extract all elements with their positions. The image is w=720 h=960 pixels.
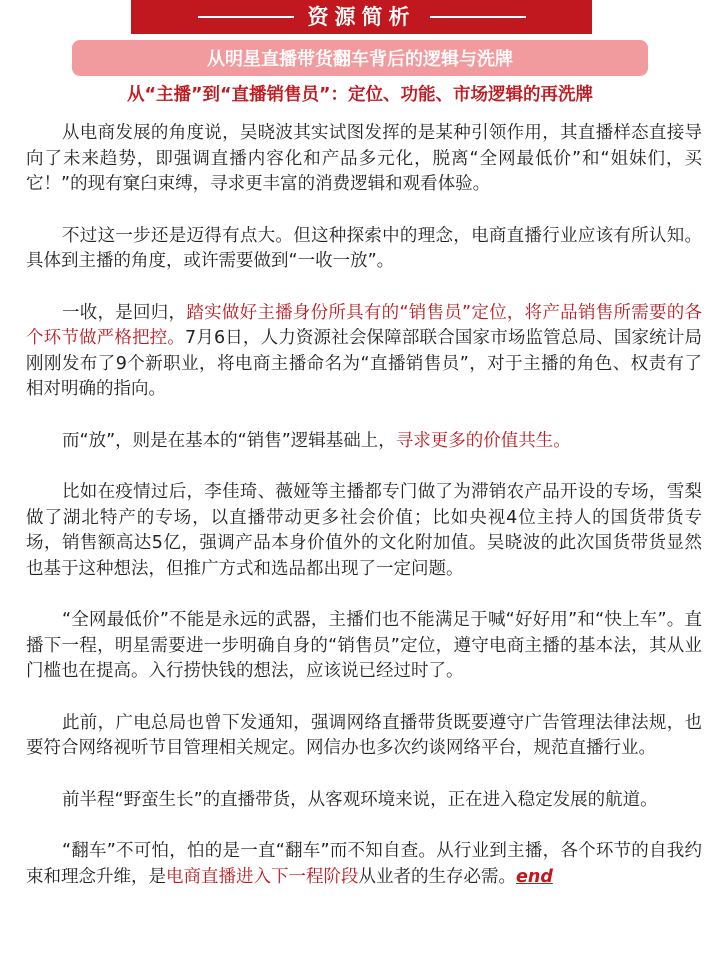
header-right-line <box>430 16 526 18</box>
paragraph-5: 比如在疫情过后，李佳琦、薇娅等主播都专门做了为滞销农产品开设的专场，雪梨做了湖北特产的专场，以直播带动更多社会价值；比如央视4位主持人的国货带货专场，销售额高达5亿，强调产品本身价值外的文化附加值。吴晓波的此次国货带货显然也基于这种想法，但推广方式和选品都出现了一定问题。 <box>26 482 702 579</box>
paragraph-9-highlight: 电商直播进入下一程阶段 <box>166 866 359 887</box>
header-banner <box>131 0 592 34</box>
paragraph-3 <box>26 301 702 403</box>
paragraph-2: 不过这一步还是迈得有点大。但这种探索中的理念，电商直播行业应该有所认知。具体到主播的角度，或许需要做到“一收一放”。 <box>26 225 702 271</box>
header-title: 资源简析 <box>307 5 416 29</box>
paragraph-4-intro: 而“放”，则是在基本的“销售”逻辑基础上， <box>62 430 396 451</box>
subtitle-banner: 从明星直播带货翻车背后的逻辑与洗牌 <box>72 40 648 76</box>
paragraph-3-intro: 一收，是回归， <box>62 302 187 323</box>
paragraph-1: 从电商发展的角度说，吴晓波其实试图发挥的是某种引领作用，其直播样态直接导向了未来趋势，即强调直播内容化和产品多元化，脱离“全网最低价”和“姐妹们，买它！”的现有窠臼束缚，寻求更丰富的消费逻辑和观看体验。 <box>26 123 702 194</box>
paragraph-9-intro: “翻车”不可怕，怕的是一直“翻车”而不知自查。从行业到主播，各个环节的自我约束和理念升维，是 <box>26 841 702 887</box>
paragraph-3-rest: 7月6日，人力资源社会保障部联合国家市场监管总局、国家统计局刚刚发布了9个新职业，将电商主播命名为“直播销售员”，对于主播的角色、权责有了相对明确的指向。 <box>26 328 702 399</box>
paragraph-7: 此前，广电总局也曾下发通知，强调网络直播带货既要遵守广告管理法律法规，也要符合网络视听节目管理相关规定。网信办也多次约谈网络平台，规范直播行业。 <box>26 712 702 758</box>
paragraph-9 <box>26 839 702 890</box>
header-left-line <box>198 16 294 18</box>
paragraph-3-highlight: 踏实做好主播身份所具有的“销售员”定位，将产品销售所需要的各个环节做严格把控。 <box>26 302 702 348</box>
end-mark: end <box>516 866 553 887</box>
paragraph-9-rest: 从业者的生存必需。 <box>358 866 516 887</box>
paragraph-4 <box>26 429 702 455</box>
paragraph-8: 前半程“野蛮生长”的直播带货，从客观环境来说，正在进入稳定发展的航道。 <box>62 789 658 810</box>
section-heading: 从“主播”到“直播销售员”：定位、功能、市场逻辑的再洗牌 <box>126 85 593 105</box>
paragraph-4-highlight: 寻求更多的价值共生。 <box>395 430 571 451</box>
paragraph-6: “全网最低价”不能是永远的武器，主播们也不能满足于喊“好好用”和“快上车”。直播下一程，明星需要进一步明确自身的“销售员”定位，遵守电商主播的基本法，其从业门槛也在提高。入行捞快钱的想法，应该说已经过时了。 <box>26 610 702 681</box>
article-body <box>26 121 702 916</box>
